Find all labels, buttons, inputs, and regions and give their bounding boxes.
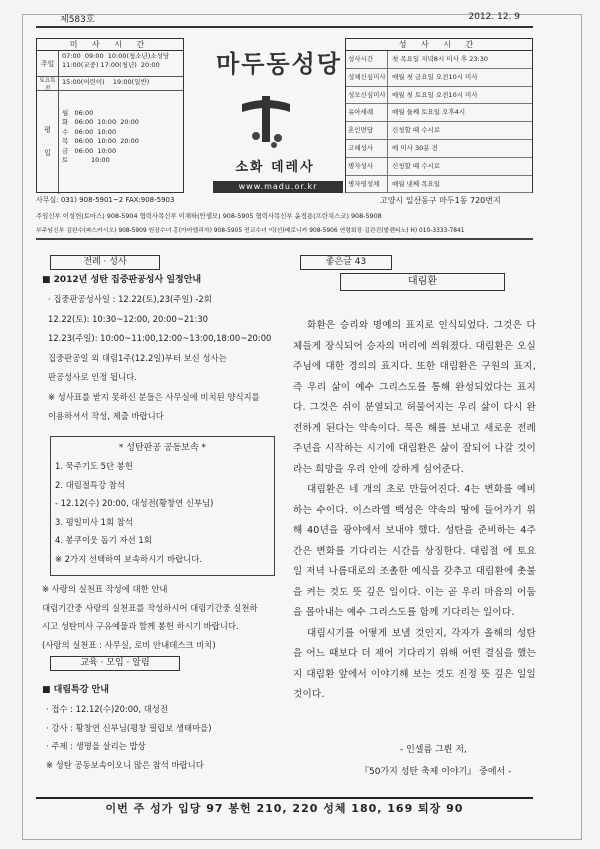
confession-heading: ■ 2012년 성탄 집중판공성사 일정안내 (42, 275, 202, 285)
love-practice-line: 대림기간중 사랑의 실천표를 작성하시어 대림기간중 실천하 (42, 602, 258, 613)
article-body (293, 316, 536, 706)
sacrament-row (346, 51, 532, 69)
sacrament-name: 성모신심미사 (348, 87, 388, 104)
contact-address: 고양시 일산동구 마두1동 720번지 (380, 196, 501, 205)
cross-logo-icon (236, 90, 296, 150)
confession-line: 판공성사로 인정 됩니다. (48, 372, 137, 383)
mass-row-saturday: 토요특전 15:00(어린이) 19:00(일반) (37, 77, 183, 91)
lecture-line: · 접수 : 12.12(수)20:00, 대성전 (46, 704, 168, 715)
article-title: 대림환 (340, 273, 505, 291)
contact-rule (36, 238, 533, 240)
love-practice-line: ※ 사랑의 실천표 작성에 대한 안내 (42, 584, 168, 594)
church-name: 마두동성당 (216, 49, 342, 78)
love-practice-note (42, 580, 287, 654)
confession-line: 이용하셔서 작성, 제출 바랍니다 (48, 411, 164, 422)
penance-item: 2. 대림절특강 참석 (55, 479, 125, 490)
sacrament-schedule: 매월 넷째 목요일 (392, 179, 441, 188)
sacrament-row (346, 140, 532, 158)
liturgy-section (42, 274, 287, 427)
sacrament-row (346, 69, 532, 87)
lecture-line: · 주제 : 생명을 살리는 밥상 (46, 741, 146, 752)
section-education-title: 교육 · 모임 · 알림 (50, 656, 180, 671)
sacrament-title: 성 사 시 간 (346, 39, 532, 51)
sacrament-name: 혼인면담 (348, 122, 388, 139)
mass-times-box (36, 38, 184, 193)
lecture-line: ※ 성탄 공동보속이오니 많은 참석 바랍니다 (46, 759, 204, 770)
mass-row-sunday: 주일 07:00 09:00 10:00(청소년)소성당 11:00(교중) 17:00(청년) 20:00 (37, 51, 183, 77)
issue-date: 2012. 12. 9 (468, 12, 520, 22)
sacrament-schedule: 첫 목요일 저녁8시 미사 후 23:30 (392, 55, 488, 63)
sacrament-row (346, 176, 532, 194)
good-writing-tag: 좋은글 43 (300, 255, 392, 270)
sacrament-row (346, 158, 532, 176)
sacrament-name: 고해성사 (348, 140, 388, 157)
sacrament-schedule: 신청할 때 수시로 (392, 126, 441, 135)
section-liturgy-title: 전례 · 성사 (50, 255, 160, 270)
issue-number: 제583호 (60, 15, 95, 25)
confession-line: ※ 성사표를 받지 못하신 분들은 사무실에 비치된 양식지를 (48, 391, 260, 402)
contact-line-3: 부주임신부 김완수(파스카시오) 908-5909 원장수녀 홍(아마엘리자) 908-5905 전교수녀 이(선)베로니카 908-5906 연령회장 김관진(발렌티노) H) 010-3333-7841 (36, 228, 465, 234)
mass-times-title: 미 사 시 간 (37, 39, 183, 51)
sacrament-name: 유아세례 (348, 104, 388, 121)
love-practice-line: 시고 성탄미사 구유예물과 함께 봉헌 하시기 바랍니다. (42, 621, 239, 631)
confession-line: · 집중판공성사일 : 12.22(토),23(주일) -2회 (48, 294, 212, 305)
penance-item: ※ 2가지 선택하여 보속하시기 바랍니다. (55, 553, 203, 564)
confession-line: 12.23(주일): 10:00~11:00,12:00~13:00,18:00~20:00 (48, 333, 272, 344)
lecture-heading: ■ 대림특강 안내 (42, 685, 109, 695)
sacrament-name: 병자성사 (348, 158, 388, 175)
education-section (42, 684, 287, 774)
article-paragraph: 대림환은 네 개의 초로 만들어진다. 4는 변화를 예비하는 수이다. 이스라엘 백성은 약속의 땅에 들어가기 위해 40년을 광야에서 보내야 했다. 성탄을 준비하는 4주간은 변화를 기다리는 시간을 상징한다. 대림절 에 토요일 저녁 나름대로의 조촐한 예식을 갖추고 대림환에 촛불을 켜는 것도 뜻 깊은 일이다. 이는 곧 우리 마음의 어둠을 몰아내는 예수 그리스도를 함께 기다리는 일이다. (293, 484, 536, 618)
header-rule (36, 26, 533, 28)
sacrament-times-box (345, 38, 533, 193)
sacrament-schedule: 매월 첫 토요일 오전10시 미사 (392, 90, 478, 99)
sacrament-schedule: 매월 둘째 토요일 오후4시 (392, 108, 466, 117)
confession-line: 12.22(토): 10:30~12:00, 20:00~21:30 (48, 313, 208, 324)
penance-item: 3. 평일미사 1회 참석 (55, 516, 133, 527)
confession-line: 집중판공일 외 대림1주(12.2일)부터 보신 성사는 (48, 352, 227, 363)
article-credit-author: - 인셀름 그륀 저, (400, 745, 467, 755)
church-url[interactable]: www.madu.or.kr (213, 181, 343, 193)
penance-box (50, 436, 275, 576)
contact-line-2: 주임신부 이성헌(토마스) 908-5904 협력사목신부 이재하(안셀모) 908-5905 협력사목신부 윤정용(프란치스코) 908-5908 (36, 212, 382, 220)
sacrament-row (346, 122, 532, 140)
issue-header (60, 12, 540, 26)
article-credit-source: 『50가지 성탄 축제 이야기』 중에서 - (360, 767, 512, 777)
penance-item: - 12.12(수) 20:00, 대성전(황창연 신부님) (55, 498, 214, 508)
article-paragraph: 화환은 승리와 명예의 표지로 인식되었다. 그것은 다체들게 장식되어 승자의 머리에 씌워졌다. 대림환은 오실 주님에 대한 경의의 표지다. 또한 대림환은 구원의 표지, 즉 우리 삶이 예수 그리스도를 통해 완성되었다는 표지다. 그것은 쉬이 분열되고 허물어지는 우리 삶이 다시 완전하게 된다는 약속이다. 묵은 해를 보내고 새로운 전례 주년을 시작하는 시기에 대림환은 삶이 잘되어 나갈 것이라는 희망을 우리 안에 강하게 심어준다. (293, 320, 536, 475)
mass-row-weekday: 평 일 월 06:00 화 06:00 10:00 20:00 수 06:00 10:00 목 06:00 10:00 20:00 금 06:00 10:00 토 10:00 (37, 91, 183, 194)
sacrament-row (346, 87, 532, 105)
sacrament-name: 성사시간 (348, 51, 388, 68)
sacrament-schedule: 매 미사 30분 전 (392, 144, 438, 152)
penance-box-title: * 성탄판공 공동보속 * (118, 443, 207, 453)
penance-item: 1. 묵주기도 5단 봉헌 (55, 461, 133, 471)
sacrament-schedule: 매월 첫 금요일 오전10시 미사 (392, 72, 478, 81)
sacrament-schedule: 신청할 때 수시로 (392, 161, 441, 170)
sacrament-row (346, 104, 532, 122)
contact-line-1: 사무실: 031) 908-5901~2 FAX:908-5903 (36, 196, 175, 204)
sacrament-name: 병자영성체 (348, 176, 388, 193)
hymn-footer: 이번 주 성가 입당 97 봉헌 210, 220 성체 180, 169 퇴장 90 (36, 797, 533, 819)
church-subtitle: 소화 데레사 (235, 160, 315, 175)
love-practice-line: (사랑의 실천표 : 사무실, 로비 안내데스크 비치) (42, 639, 216, 650)
sacrament-name: 성체신심미사 (348, 69, 388, 86)
lecture-line: · 강사 : 황창연 신부님(평창 필립보 생태마을) (46, 722, 212, 733)
article-paragraph: 대림시기를 어떻게 보낼 것인지, 각자가 올해의 성탄을 어느 때보다 더 제어 기다리기 위해 어떤 결심을 했는지 대림환 앞에서 이야기해 보는 것도 진정 뜻 깊은 일일 것이다. (293, 627, 536, 700)
penance-item: 4. 봉쿠이웃 돕기 자선 1회 (55, 535, 152, 545)
